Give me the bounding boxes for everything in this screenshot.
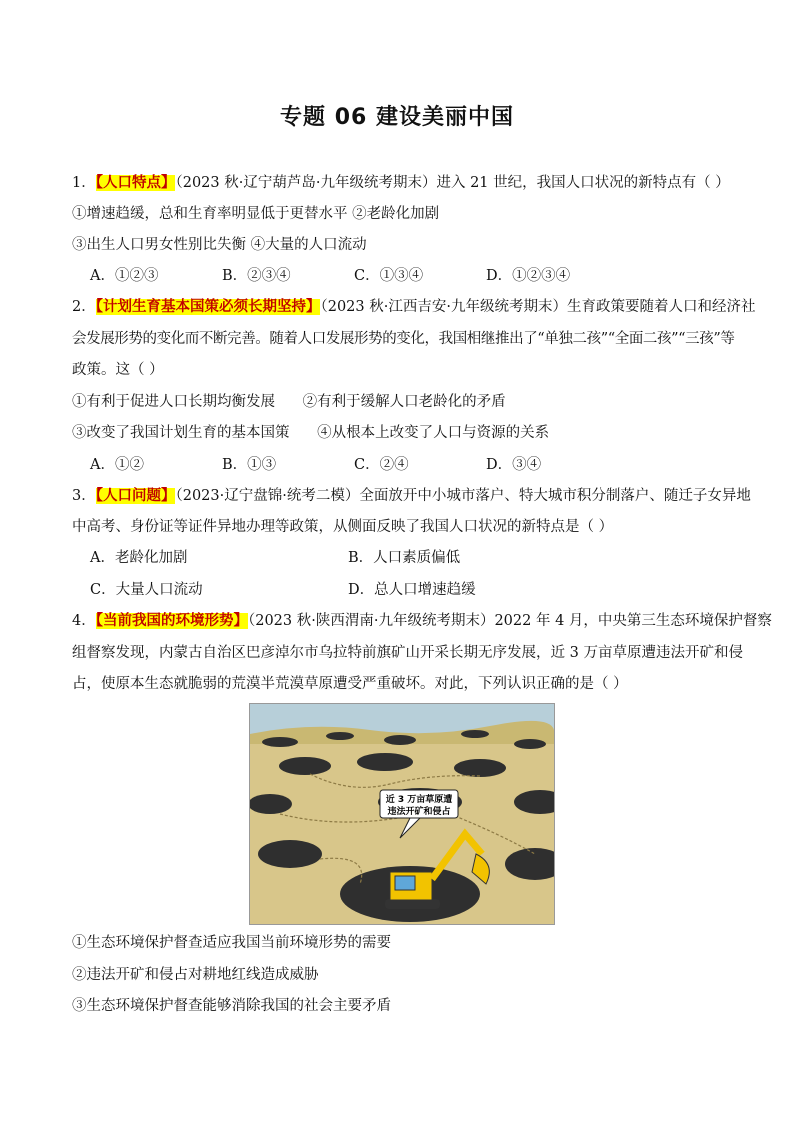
question-2-options <box>72 455 742 475</box>
question-3-option-b[interactable]: B．人口素质偏低 <box>348 550 461 566</box>
question-3-number: 3． <box>72 488 96 504</box>
question-2-item: ①有利于促进人口长期均衡发展 ②有利于缓解人口老龄化的矛盾 <box>72 394 506 410</box>
question-4-item: ①生态环境保护督查适应我国当前环境形势的需要 <box>72 935 391 951</box>
question-1-number: 1． <box>72 175 96 191</box>
question-3-text-2: 中高考、身份证等证件异地办理等政策，从侧面反映了我国人口状况的新特点是（ ） <box>72 519 614 535</box>
question-2-item: ③改变了我国计划生育的基本国策 ④从根本上改变了人口与资源的关系 <box>72 425 550 441</box>
question-3-option-c[interactable]: C．大量人口流动 <box>90 582 203 598</box>
question-4-text-1: （2023 秋·陕西渭南·九年级统考期末）2022 年 4 月，中央第三生态环境保护督察 <box>247 613 772 629</box>
mining-cartoon-illustration <box>250 704 554 924</box>
question-3-option-a[interactable]: A．老龄化加剧 <box>90 550 188 566</box>
question-2-option-d[interactable]: D．③④ <box>486 457 542 473</box>
question-3-options-row-2 <box>72 580 742 600</box>
question-4-tag: 【当前我国的环境形势】 <box>95 613 248 629</box>
question-2-option-c[interactable]: C．②④ <box>354 457 409 473</box>
question-1-option-d[interactable]: D．①②③④ <box>486 268 571 284</box>
question-1-option-a[interactable]: A．①②③ <box>90 268 159 284</box>
question-2-option-b[interactable]: B．①③ <box>222 457 277 473</box>
question-1-item: ①增速趋缓，总和生育率明显低于更替水平 ②老龄化加剧 <box>72 206 440 222</box>
question-2-text-2: 会发展形势的变化而不断完善。随着人口发展形势的变化，我国相继推出了“单独二孩”“全面二孩”“三孩”等 <box>72 331 735 347</box>
question-4-stem <box>72 611 772 631</box>
question-4-text-2: 组督察发现，内蒙古自治区巴彦淖尔市乌拉特前旗矿山开采长期无序发展，近 3 万亩草原遭违法开矿和侵 <box>72 645 743 661</box>
mining-cartoon <box>249 703 555 925</box>
question-2-text-3: 政策。这（ ） <box>72 362 164 378</box>
cartoon-bubble-line-1: 近 3 万亩草原遭 <box>385 795 453 805</box>
question-2-number: 2． <box>72 299 96 315</box>
question-1-option-c[interactable]: C．①③④ <box>354 268 424 284</box>
question-3-options-row-1 <box>72 548 742 568</box>
question-2-option-a[interactable]: A．①② <box>90 457 144 473</box>
question-3-option-d[interactable]: D．总人口增速趋缓 <box>348 582 476 598</box>
question-2-tag: 【计划生育基本国策必须长期坚持】 <box>95 299 321 315</box>
question-3-stem <box>72 486 751 506</box>
question-4-item: ②违法开矿和侵占对耕地红线造成威胁 <box>72 967 319 983</box>
question-3-text-1: （2023·辽宁盘锦·统考二模）全面放开中小城市落户、特大城市积分制落户、随迁子女异地 <box>175 488 751 504</box>
question-1-stem <box>72 173 730 193</box>
question-1-item: ③出生人口男女性别比失衡 ④大量的人口流动 <box>72 237 367 253</box>
question-4-item: ③生态环境保护督查能够消除我国的社会主要矛盾 <box>72 998 391 1014</box>
question-2-text-1: （2023 秋·江西吉安·九年级统考期末）生育政策要随着人口和经济社 <box>320 299 756 315</box>
question-4-number: 4． <box>72 613 96 629</box>
cartoon-bubble-line-2: 违法开矿和侵占 <box>387 807 451 817</box>
question-2-stem <box>72 297 756 317</box>
page-title: 专题 06 建设美丽中国 <box>280 105 514 130</box>
question-1-options <box>72 266 742 286</box>
question-3-tag: 【人口问题】 <box>95 488 176 504</box>
question-4-text-3: 占，使原本生态就脆弱的荒漠半荒漠草原遭受严重破坏。对此，下列认识正确的是（ ） <box>72 676 628 692</box>
question-1-text: （2023 秋·辽宁葫芦岛·九年级统考期末）进入 21 世纪，我国人口状况的新特点有（ ） <box>175 175 730 191</box>
question-1-option-b[interactable]: B．②③④ <box>222 268 291 284</box>
question-1-tag: 【人口特点】 <box>95 175 176 191</box>
